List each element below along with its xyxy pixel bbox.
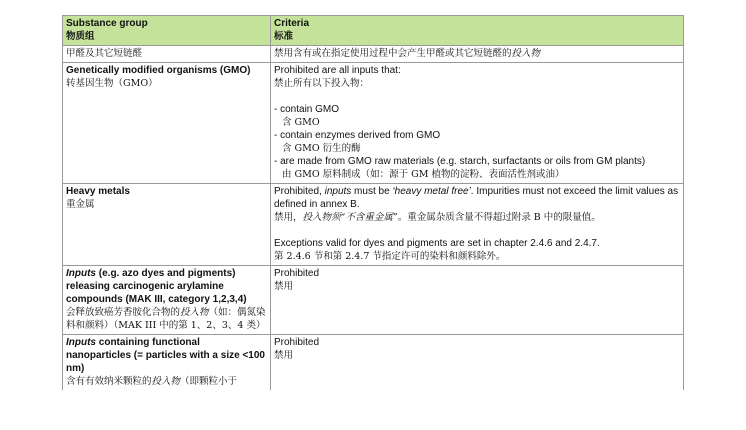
group-zh: 甲醛及其它短链醛	[66, 48, 143, 59]
criteria-zh: 禁用	[274, 281, 294, 292]
table-row	[63, 63, 684, 184]
table-row	[63, 46, 684, 63]
group-zh: 转基因生物（GMO）	[66, 78, 158, 89]
group-zh: 含有有效纳米颗粒的投入物（即颗粒小于	[66, 376, 238, 387]
header-criteria	[271, 16, 684, 46]
criteria-cell	[271, 266, 684, 335]
group-en: Genetically modified organisms (GMO)	[66, 65, 251, 76]
criteria-en: Prohibited	[274, 337, 320, 348]
criteria-en: Prohibited	[274, 268, 320, 279]
group-en: Inputs containing functional nanoparticles (= particles with a size <100 nm)	[66, 337, 265, 374]
exception-zh: 第 2.4.6 节和第 2.4.7 节指定许可的染料和颜料除外。	[274, 251, 506, 262]
criteria-zh-term: 投入物	[511, 48, 541, 59]
criteria-en: Prohibited, inputs must be ‘heavy metal free’. Impurities must not exceed the limit values as defined in annex B.	[274, 186, 679, 210]
list-item-en: - are made from GMO raw materials (e.g. starch, surfactants or oils from GM plants)	[274, 156, 646, 167]
group-cell	[63, 46, 271, 63]
header-col2-zh: 标准	[274, 31, 294, 42]
criteria-table	[62, 15, 684, 390]
exception-en: Exceptions valid for dyes and pigments are set in chapter 2.4.6 and 2.4.7.	[274, 238, 600, 249]
header-col1-zh: 物质组	[66, 31, 95, 42]
criteria-cell	[271, 335, 684, 391]
group-en: Inputs (e.g. azo dyes and pigments) releasing carcinogenic arylamine compounds (MAK III, category 1,2,3,4)	[66, 268, 247, 305]
table-row	[63, 335, 684, 391]
group-en: Heavy metals	[66, 186, 130, 197]
criteria-cell	[271, 184, 684, 266]
criteria-intro-en: Prohibited are all inputs that:	[274, 65, 401, 76]
criteria-intro-zh: 禁止所有以下投入物：	[274, 78, 370, 89]
header-col1-en: Substance group	[66, 18, 148, 29]
list-item-zh: 含 GMO	[282, 117, 320, 128]
criteria-zh: 禁用	[274, 350, 294, 361]
header-substance-group	[63, 16, 271, 46]
group-cell	[63, 63, 271, 184]
list-item-en: - contain GMO	[274, 104, 340, 115]
list-item-zh: 含 GMO 衍生的酶	[282, 143, 361, 154]
group-zh: 重金属	[66, 199, 95, 210]
criteria-zh	[274, 47, 680, 60]
table-row	[63, 266, 684, 335]
criteria-zh: 禁用，投入物须“不含重金属”。重金属杂质含量不得超过附录 B 中的限量值。	[274, 212, 601, 223]
group-cell	[63, 184, 271, 266]
criteria-cell	[271, 63, 684, 184]
criteria-zh-text: 禁用含有或在指定使用过程中会产生甲醛或其它短链醛的	[274, 48, 512, 59]
group-cell	[63, 335, 271, 391]
header-col2-en: Criteria	[274, 18, 310, 29]
list-item-en: - contain enzymes derived from GMO	[274, 130, 441, 141]
table-header-row	[63, 16, 684, 46]
list-item-zh: 由 GMO 原料制成（如：源于 GM 植物的淀粉、表面活性剂或油）	[282, 169, 565, 180]
group-cell	[63, 266, 271, 335]
criteria-cell	[271, 46, 684, 63]
group-zh: 会释放致癌芳香胺化合物的投入物（如：偶氮染料和颜料）（MAK III 中的第 1、2、3、4 类）	[66, 307, 266, 331]
table-row	[63, 184, 684, 266]
